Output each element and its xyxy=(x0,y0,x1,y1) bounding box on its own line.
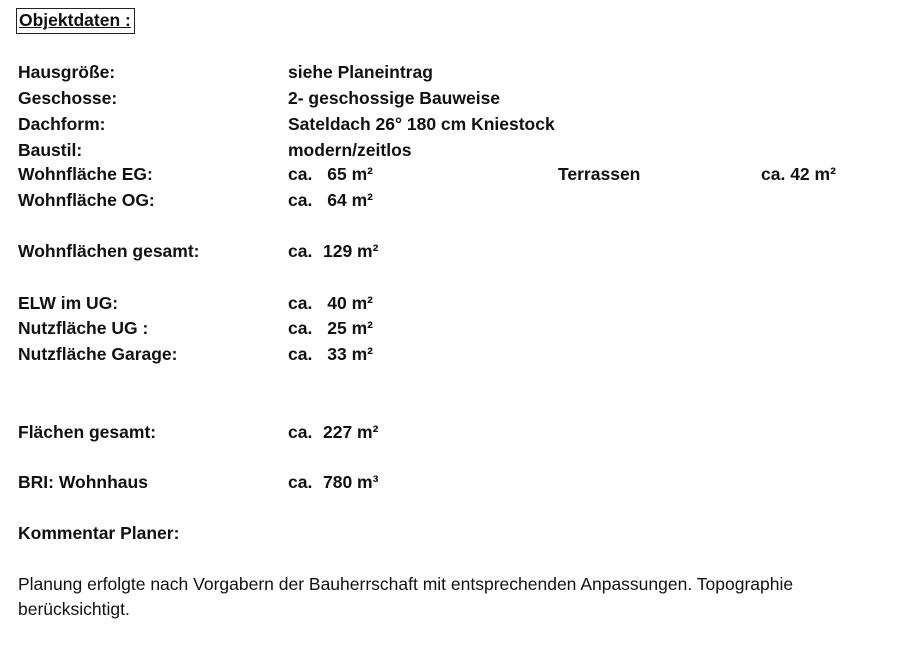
terrace-value: ca. 42 m² xyxy=(761,164,836,184)
area-label: Nutzfläche Garage: xyxy=(18,344,178,364)
spec-label: Geschosse: xyxy=(18,88,118,108)
terrace-label: Terrassen xyxy=(558,164,641,184)
document-title: Objektdaten : xyxy=(16,8,135,34)
area-ca: ca. xyxy=(288,422,313,442)
area-label: ELW im UG: xyxy=(18,293,119,313)
area-value: 65 m² xyxy=(327,164,373,184)
comment-heading-label: Kommentar Planer: xyxy=(18,523,180,543)
comment-text: Planung erfolgte nach Vorgabern der Bauherrschaft mit entsprechenden Anpassungen. Topographie berücksichtigt. xyxy=(18,574,794,619)
area-value: 227 m² xyxy=(323,422,379,442)
area-label: Wohnfläche OG: xyxy=(18,190,155,210)
area-value: 40 m² xyxy=(327,293,373,313)
spec-label: Dachform: xyxy=(18,114,106,134)
area-ca: ca. xyxy=(288,241,313,261)
area-ca: ca. xyxy=(288,344,313,364)
area-label: Wohnflächen gesamt: xyxy=(18,241,200,261)
area-label: Wohnfläche EG: xyxy=(18,164,153,184)
spec-label: Hausgröße: xyxy=(18,62,116,82)
area-label: Nutzfläche UG : xyxy=(18,318,149,338)
area-ca: ca. xyxy=(288,190,313,210)
area-ca: ca. xyxy=(288,472,313,492)
spec-value: modern/zeitlos xyxy=(288,140,412,160)
area-value: 129 m² xyxy=(323,241,379,261)
area-value: 25 m² xyxy=(327,318,373,338)
spec-label: Baustil: xyxy=(18,140,83,160)
area-label: BRI: Wohnhaus xyxy=(18,472,148,492)
spec-value: Sateldach 26° 180 cm Kniestock xyxy=(288,114,555,134)
area-ca: ca. xyxy=(288,164,313,184)
area-ca: ca. xyxy=(288,293,313,313)
area-row-wohnflaeche-eg xyxy=(18,162,878,186)
spec-value: 2- geschossige Bauweise xyxy=(288,88,501,108)
area-label: Flächen gesamt: xyxy=(18,422,157,442)
area-value: 64 m² xyxy=(327,190,373,210)
spec-value: siehe Planeintrag xyxy=(288,62,433,82)
area-value: 33 m² xyxy=(327,344,373,364)
area-value: 780 m³ xyxy=(323,472,379,492)
area-ca: ca. xyxy=(288,318,313,338)
